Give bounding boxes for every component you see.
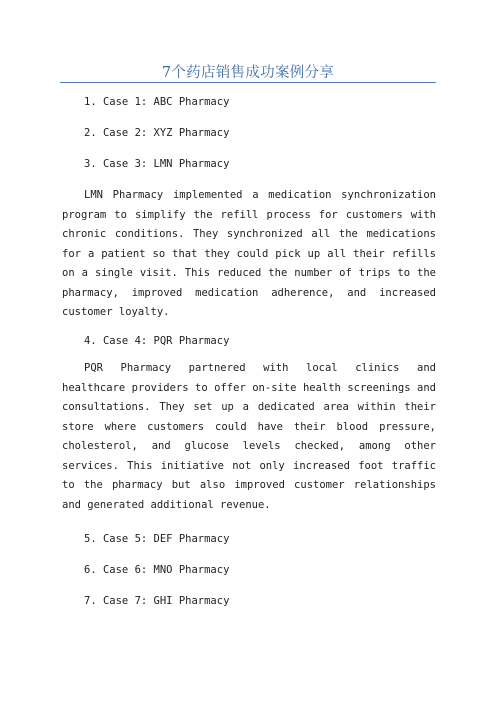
paragraph-pqr: PQR Pharmacy partnered with local clinics and healthcare providers to offer on-site health screenings and consultations. They set up a dedicated area within their store where customers could have their blood pressure, cholesterol, and glucose levels checked, among other services. This initiative not only increased foot traffic to the pharmacy but also improved customer relationships and generated additional revenue. [62, 362, 436, 511]
list-item-case-4: 4. Case 4: PQR Pharmacy [84, 335, 230, 347]
page-title: 7个药店销售成功案例分享 [161, 65, 335, 81]
list-item-case-3: 3. Case 3: LMN Pharmacy [84, 158, 230, 170]
list-item-case-7: 7. Case 7: GHI Pharmacy [84, 595, 230, 607]
list-item-case-2: 2. Case 2: XYZ Pharmacy [84, 127, 230, 139]
paragraph-lmn: LMN Pharmacy implemented a medication synchronization program to simplify the refill process for customers with chronic conditions. They synchronized all the medications for a patient so that they could pick up all their refills on a single visit. This reduced the number of trips to the pharmacy, improved medication adherence, and increased customer loyalty. [62, 189, 436, 318]
list-item-case-1: 1. Case 1: ABC Pharmacy [84, 96, 230, 108]
list-item-case-5: 5. Case 5: DEF Pharmacy [84, 533, 230, 545]
list-item-case-6: 6. Case 6: MNO Pharmacy [84, 564, 230, 576]
title-underline [60, 82, 436, 83]
